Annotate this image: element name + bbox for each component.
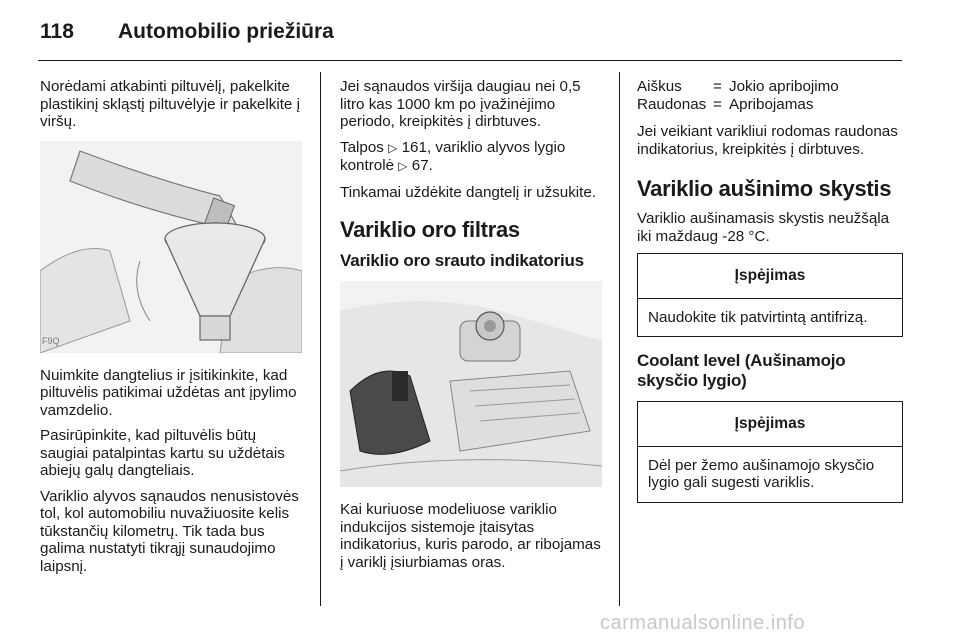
legend-separator: = — [713, 95, 722, 113]
reference-link[interactable]: 161, variklio alyvos lygio kontrolė — [340, 138, 566, 174]
paragraph-3: Variklio alyvos sąnaudos nenusistovės tol, kol automobiliu nuvažiuosite kelis tūkstančių kilometrų. Tik tada bus galima nustatyti tikrąjį sunaudojimo laipsnį. — [40, 487, 299, 575]
subsection-title: Variklio oro srauto indikatorius — [340, 251, 584, 270]
paragraph-1: Jei sąnaudos viršija daugiau nei 0,5 litro kas 1000 km po įvažinėjimo periodo, kreipkitės į dirbtuves. — [340, 78, 581, 130]
legend-separator: = — [713, 78, 722, 95]
page-header — [40, 14, 902, 50]
page-number: 118 — [40, 20, 74, 43]
reference-paragraph: Talpos ▷ 161, variklio alyvos lygio kontrolė ▷ 67. — [340, 138, 566, 174]
funnel-illustration — [40, 141, 302, 353]
watermark: carmanualsonline.info — [600, 612, 806, 634]
reference-link[interactable]: 67. — [411, 157, 433, 174]
image-code: F9Q — [42, 336, 60, 346]
reference-arrow-icon: ▷ — [398, 159, 408, 173]
paragraph-2: Pasirūpinkite, kad piltuvėlis būtų saugiai patalpintas kartu su uždėtais abiejų galų dangteliais. — [40, 427, 285, 479]
column-1 — [40, 78, 306, 583]
legend-term: Aiškus — [637, 78, 682, 95]
subsection-title: Coolant level (Aušinamojo skysčio lygio) — [637, 351, 846, 390]
column-divider-2 — [619, 72, 620, 606]
legend-description: Jokio apribojimo — [729, 78, 839, 95]
warning-text: Naudokite tik patvirtintą antifrizą. — [648, 308, 868, 326]
paragraph-1: Jei veikiant varikliui rodomas raudonas indikatorius, kreipkitės į dirbtuves. — [637, 123, 898, 158]
warning-text: Dėl per žemo aušinamojo skysčio lygio gali sugesti variklis. — [648, 456, 875, 491]
warning-box-1 — [637, 253, 903, 337]
column-divider-1 — [320, 72, 321, 606]
warning-box-2 — [637, 401, 903, 503]
column-2 — [340, 78, 602, 579]
warning-title: Įspėjimas — [638, 254, 902, 299]
page-title: Automobilio priežiūra — [118, 20, 334, 43]
intro-paragraph: Norėdami atkabinti piltuvėlį, pakelkite plastikinį skląstį piltuvėlyje ir pakelkite į viršų. — [40, 78, 300, 130]
paragraph-3: Tinkamai uždėkite dangtelį ir užsukite. — [340, 183, 597, 201]
warning-title: Įspėjimas — [638, 402, 902, 447]
paragraph-2: Variklio aušinamasis skystis neužšąla iki maždaug -28 °C. — [637, 210, 890, 245]
air-flow-indicator-illustration — [340, 281, 602, 487]
section-title: Variklio aušinimo skystis — [637, 176, 892, 201]
paragraph-1: Nuimkite dangtelius ir įsitikinkite, kad piltuvėlis patikimai uždėtas ant įpylimo vamzdelio. — [40, 366, 297, 419]
legend-description: Apribojamas — [729, 95, 814, 113]
paragraph-4: Kai kuriuose modeliuose variklio indukcijos sistemoje įtaisytas indikatorius, kuris parodo, ar ribojamas į variklį įsiurbiamas oras. — [340, 501, 601, 571]
indicator-legend — [637, 78, 903, 113]
section-title: Variklio oro filtras — [340, 217, 520, 242]
reference-arrow-icon: ▷ — [388, 140, 398, 155]
column-3 — [637, 78, 903, 517]
header-divider — [38, 60, 902, 61]
legend-term: Raudonas — [637, 95, 707, 113]
